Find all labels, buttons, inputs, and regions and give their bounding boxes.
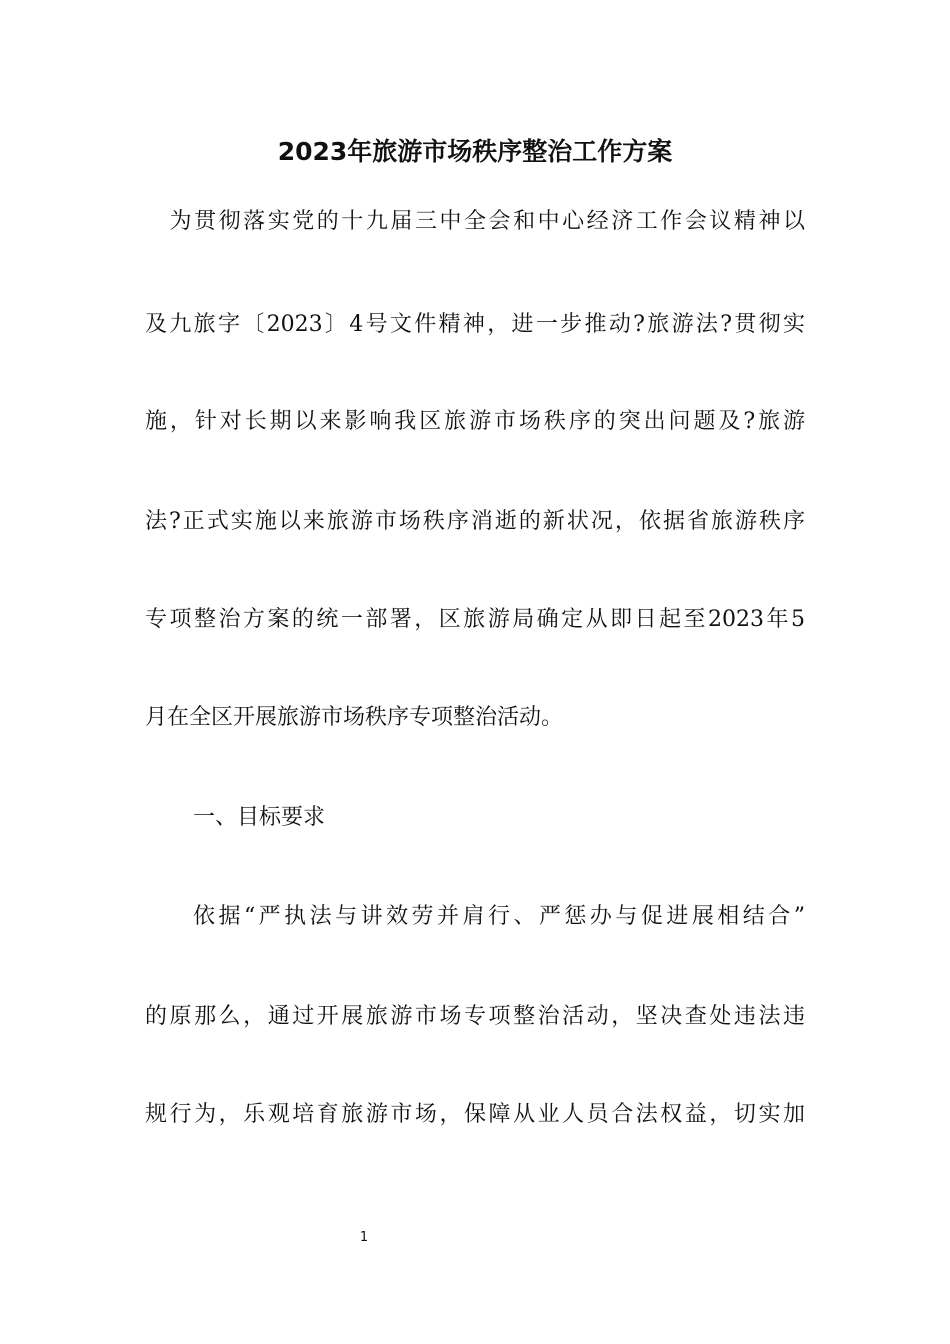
paragraph-line: 施，针对长期以来影响我区旅游市场秩序的突出问题及?旅游 [145, 409, 805, 434]
paragraph-line: 规行为，乐观培育旅游市场，保障从业人员合法权益，切实加 [145, 1102, 805, 1127]
paragraph-line: 法?正式实施以来旅游市场秩序消逝的新状况，依据省旅游秩序 [145, 509, 805, 534]
section-heading: 一、目标要求 [193, 805, 326, 830]
paragraph-line: 的原那么，通过开展旅游市场专项整治活动，坚决查处违法违 [145, 1004, 805, 1029]
paragraph-line: 为贯彻落实党的十九届三中全会和中心经济工作会议精神以 [145, 209, 805, 234]
paragraph-line: 及九旅字〔2023〕4号文件精神，进一步推动?旅游法?贯彻实 [145, 312, 805, 337]
paragraph-line: 依据“严执法与讲效劳并肩行、严惩办与促进展相结合” [193, 904, 805, 929]
paragraph-line: 月在全区开展旅游市场秩序专项整治活动。 [145, 705, 564, 730]
document-title: 2023年旅游市场秩序整治工作方案 [277, 137, 673, 166]
page-number: 1 [359, 1230, 369, 1245]
paragraph-line: 专项整治方案的统一部署，区旅游局确定从即日起至2023年5 [145, 607, 805, 632]
